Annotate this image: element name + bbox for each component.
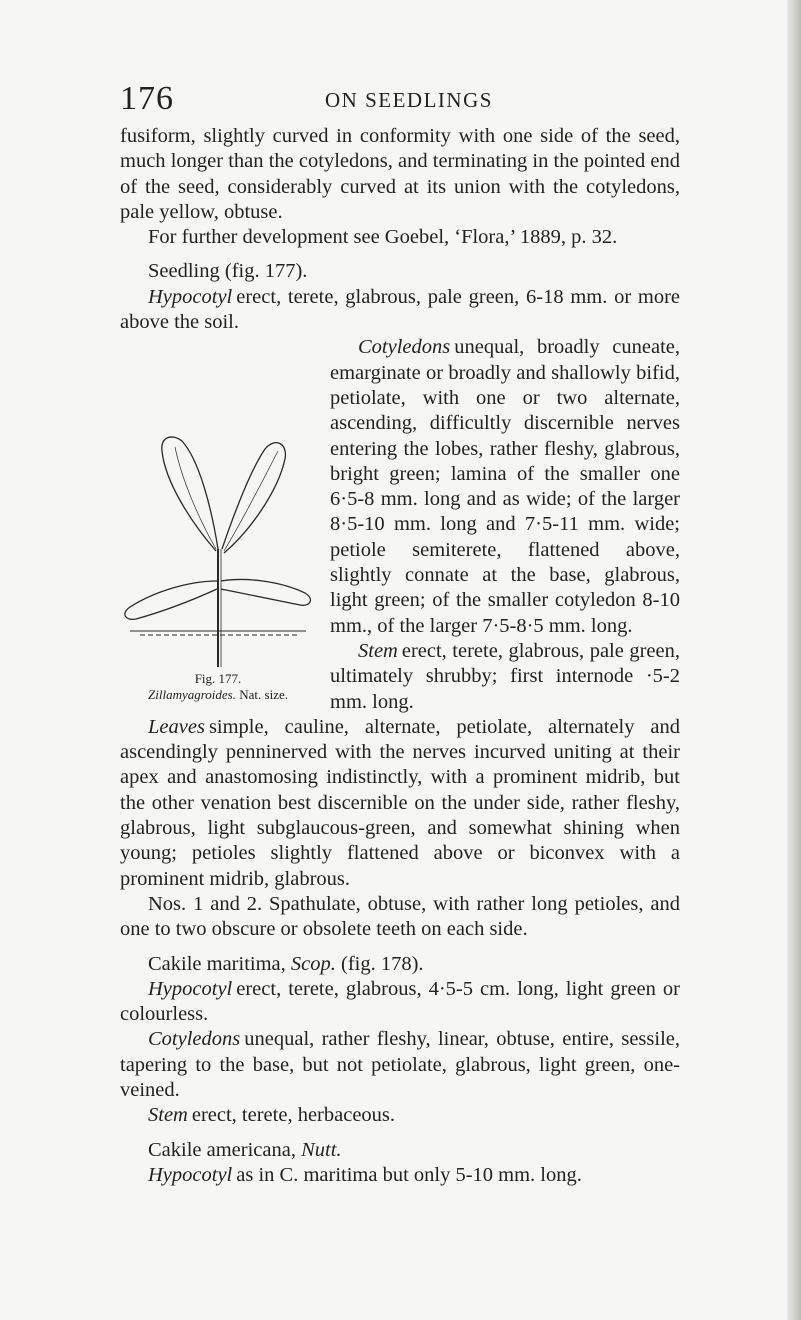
text-hypocotyl: as in C. maritima but only 5-10 mm. long. [236,1163,582,1186]
species-authority: Scop. [290,952,336,975]
entry-cak-cotyledons [120,1027,680,1103]
figure-177 [120,431,316,703]
page-edge-shadow [787,0,801,1320]
label-hypocotyl: Hypocotyl [148,285,233,308]
paragraph-root-description: fusiform, slightly curved in conformity with one side of the seed, much longer than the cotyledons, and terminating in the pointed end of the seed, considerably curved at its union with the cotyledons, pale yellow, obtuse. [120,125,680,223]
section-title-cakile-americana [120,1138,680,1163]
entry-zill-leaves [120,715,680,892]
leaf-right-midrib [224,451,278,551]
running-head: ON SEEDLINGS [325,88,493,112]
figure-caption [120,671,316,703]
entry-caka-hypocotyl [120,1163,680,1188]
cotyledon-right [221,580,310,606]
text-hypocotyl: erect, terete, glabrous, 4·5-5 cm. long, light green or colourless. [120,977,680,1026]
seedling-illustration [120,431,316,667]
species-name: Cakile maritima, [148,952,286,975]
label-stem: Stem [148,1104,188,1127]
text-stem: erect, terete, glabrous, pale green, ultimately shrubby; first internode ·5-2 mm. long. [330,639,680,713]
text-cotyledons: unequal, rather fleshy, linear, obtuse, entire, sessile, tapering to the base, but not petiolate, glabrous, light green, one-veined. [120,1028,680,1101]
label-cotyledons: Cotyledons [148,1028,241,1051]
species-name: Cakile americana, [148,1138,296,1161]
label-cotyledons: Cotyledons [358,336,451,359]
label-hypocotyl: Hypocotyl [148,1163,233,1186]
entry-cak-hypocotyl [120,977,680,1028]
figure-label: Fig. 177. [194,671,242,687]
entry-zill-hypocotyl [120,285,680,336]
section-title-cakile-maritima [120,952,680,977]
page-number: 176 [120,80,174,117]
entry-cak-stem [120,1103,680,1128]
figure-size-note: Nat. size. [239,687,288,703]
species-authority: Nutt. [301,1138,342,1161]
label-hypocotyl: Hypocotyl [148,977,233,1000]
text-stem: erect, terete, herbaceous. [191,1104,396,1127]
text-cotyledons: unequal, broadly cuneate, emarginate or broadly and shallowly bifid, petiolate, with one or two alternate, ascending, difficultly discernible nerves entering the lobes, rather fleshy, glabrous, bright green; lamina of the smaller one 6·5-8 mm. long and as wide; of the larger 8·5-10 mm. long and 7·5-11 mm. wide; petiole semiterete, flattened above, slightly connate at the base, glabrous, light green; of the smaller cotyledon 8-10 mm., of the larger 7·5-8·5 mm. long. [330,336,680,637]
section-title-seedling: Seedling (fig. 177). [148,260,308,283]
species-fig-ref: (fig. 178). [341,952,424,975]
text-leaves: simple, cauline, alternate, petiolate, alternately and ascendingly penninerved with the nerves incurved uniting at their apex and anastomosing indistinctly, with a prominent midrib, but the other venation best discernible on the under side, rather fleshy, glabrous, light subglaucous-green, and somewhat shining when young; petioles slightly flattened above or biconvex with a prominent midrib, glabrous. [120,715,680,890]
body-text [120,124,680,1188]
cotyledon-left [125,581,217,619]
label-stem: Stem [358,639,398,662]
paragraph-further-development: For further development see Goebel, ‘Flora,’ 1889, p. 32. [148,226,618,249]
text-hypocotyl: erect, terete, glabrous, pale green, 6-18 mm. or more above the soil. [120,285,680,334]
label-leaves: Leaves [148,715,205,738]
figure-species: Zillamyagroides. [148,687,236,703]
page-header [120,80,680,116]
entry-zill-nos: Nos. 1 and 2. Spathulate, obtuse, with rather long petioles, and one to two obscure or obsolete teeth on each side. [120,892,680,941]
